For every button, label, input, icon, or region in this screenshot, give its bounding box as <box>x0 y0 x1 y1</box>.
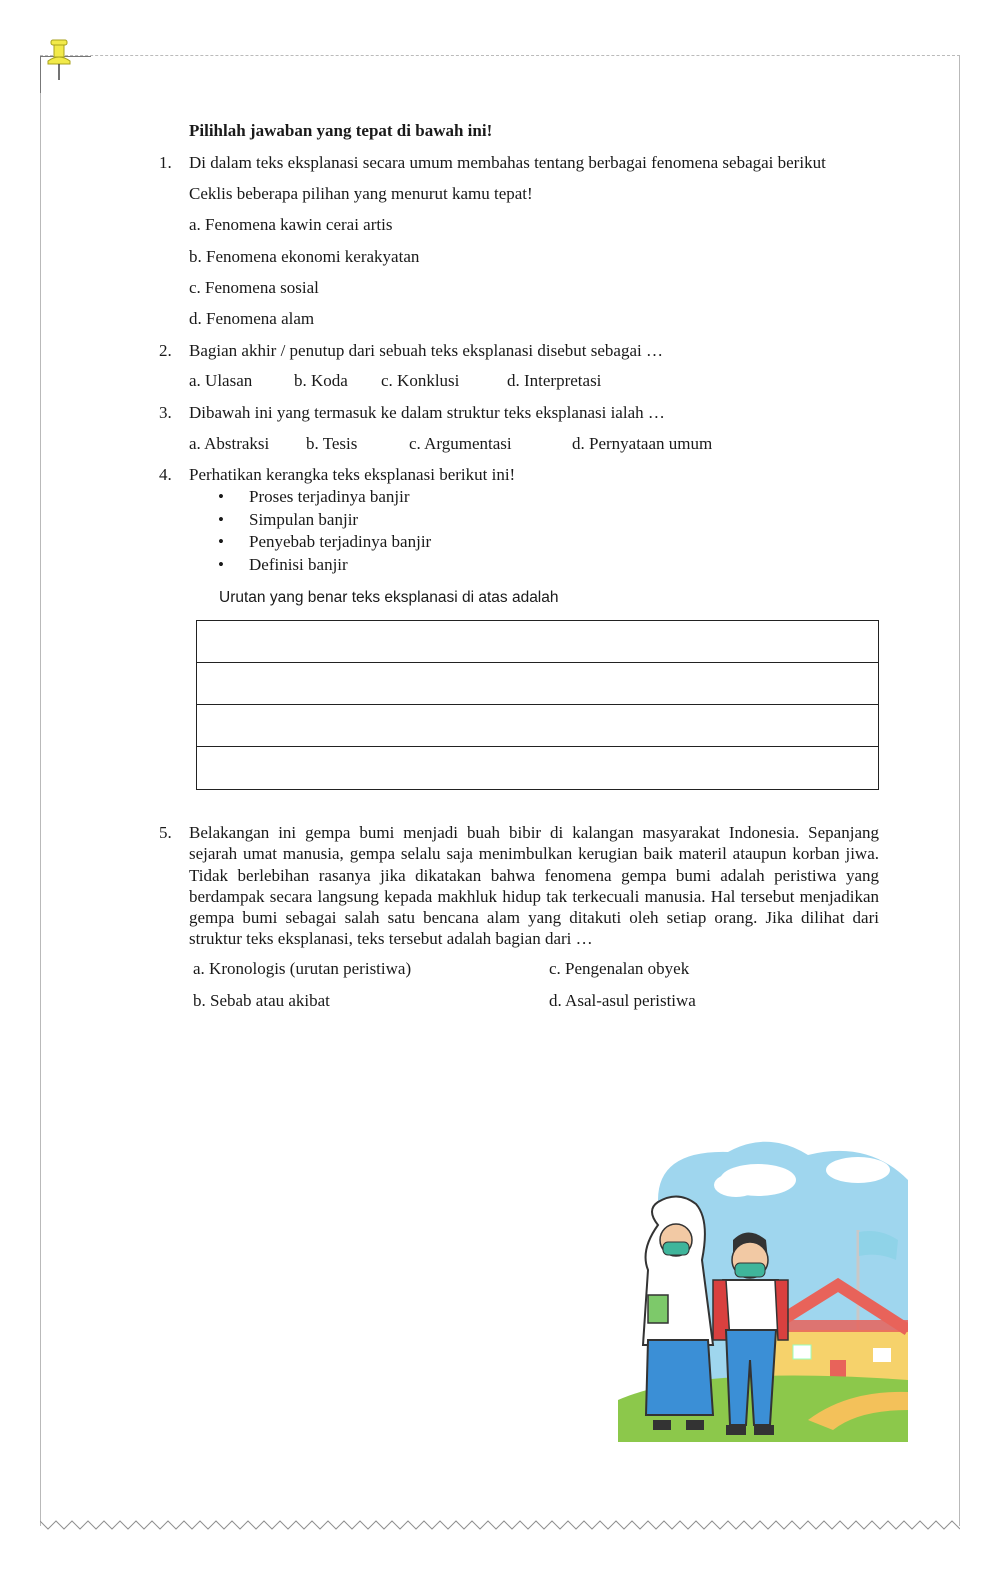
students-illustration <box>618 1130 908 1442</box>
answer-slot[interactable] <box>197 747 878 788</box>
option-item[interactable]: a. Fenomena kawin cerai artis <box>189 215 393 234</box>
option-item[interactable]: a. Ulasan <box>189 371 253 390</box>
question-number: 1. <box>159 153 172 172</box>
question-text: Dibawah ini yang termasuk ke dalam struktur teks eksplanasi ialah … <box>189 403 665 422</box>
answer-slot[interactable] <box>197 663 878 705</box>
question-paragraph: Belakangan ini gempa bumi menjadi buah bibir di kalangan masyarakat Indonesia. Sepanjang sejarah umat manusia, gempa selalu saja menimbulkan kerugian baik materil ataupun korban jiwa. Tidak berlebihan rasanya jika dikatakan bahwa fenomena gempa bumi adalah peristiwa yang berdampak secara langsung kepada makhluk hidup tak terkecuali manusia. Hal tersebut menjadikan gempa bumi sebagai salah satu bencana alam yang ditakuti oleh setiap orang. Jika dilihat dari struktur teks eksplanasi, teks tersebut adalah bagian dari … <box>189 823 879 949</box>
torn-page-edge <box>40 1518 960 1532</box>
option-item[interactable]: d. Fenomena alam <box>189 309 315 328</box>
option-item[interactable]: c. Konklusi <box>381 371 460 390</box>
question-number: 3. <box>159 403 172 422</box>
option-item[interactable]: a. Abstraksi <box>189 434 270 453</box>
option-item[interactable]: b. Tesis <box>306 434 358 453</box>
option-item[interactable]: b. Sebab atau akibat <box>193 991 330 1010</box>
answer-slot[interactable] <box>197 621 878 663</box>
option-item[interactable]: d. Pernyataan umum <box>572 434 713 453</box>
option-item[interactable]: c. Argumentasi <box>409 434 512 453</box>
option-item[interactable]: c. Fenomena sosial <box>189 278 319 297</box>
option-item[interactable]: b. Fenomena ekonomi kerakyatan <box>189 247 420 266</box>
answer-table <box>196 620 879 790</box>
question-number: 5. <box>159 823 172 842</box>
question-subtext: Ceklis beberapa pilihan yang menurut kamu tepat! <box>189 184 533 203</box>
question-text: Bagian akhir / penutup dari sebuah teks eksplanasi disebut sebagai … <box>189 341 663 360</box>
option-item[interactable]: d. Asal-asul peristiwa <box>549 991 696 1010</box>
bullet-list <box>218 486 431 577</box>
question-text: Perhatikan kerangka teks eksplanasi berikut ini! <box>189 465 516 484</box>
pushpin-icon[interactable] <box>44 38 74 82</box>
option-item[interactable]: c. Pengenalan obyek <box>549 959 690 978</box>
bullet-item: • Simpulan banjir <box>218 509 431 532</box>
bullet-item: • Proses terjadinya banjir <box>218 486 431 509</box>
answer-slot[interactable] <box>197 705 878 747</box>
question-number: 4. <box>159 465 172 484</box>
option-item[interactable]: d. Interpretasi <box>507 371 602 390</box>
bullet-item: • Definisi banjir <box>218 554 431 577</box>
bullet-item: • Penyebab terjadinya banjir <box>218 531 431 554</box>
option-item[interactable]: a. Kronologis (urutan peristiwa) <box>193 959 412 978</box>
answer-prompt: Urutan yang benar teks eksplanasi di atas adalah <box>219 589 559 606</box>
instruction-heading: Pilihlah jawaban yang tepat di bawah ini! <box>189 121 493 140</box>
question-text: Di dalam teks eksplanasi secara umum membahas tentang berbagai fenomena sebagai berikut <box>189 153 826 172</box>
question-number: 2. <box>159 341 172 360</box>
option-item[interactable]: b. Koda <box>294 371 348 390</box>
